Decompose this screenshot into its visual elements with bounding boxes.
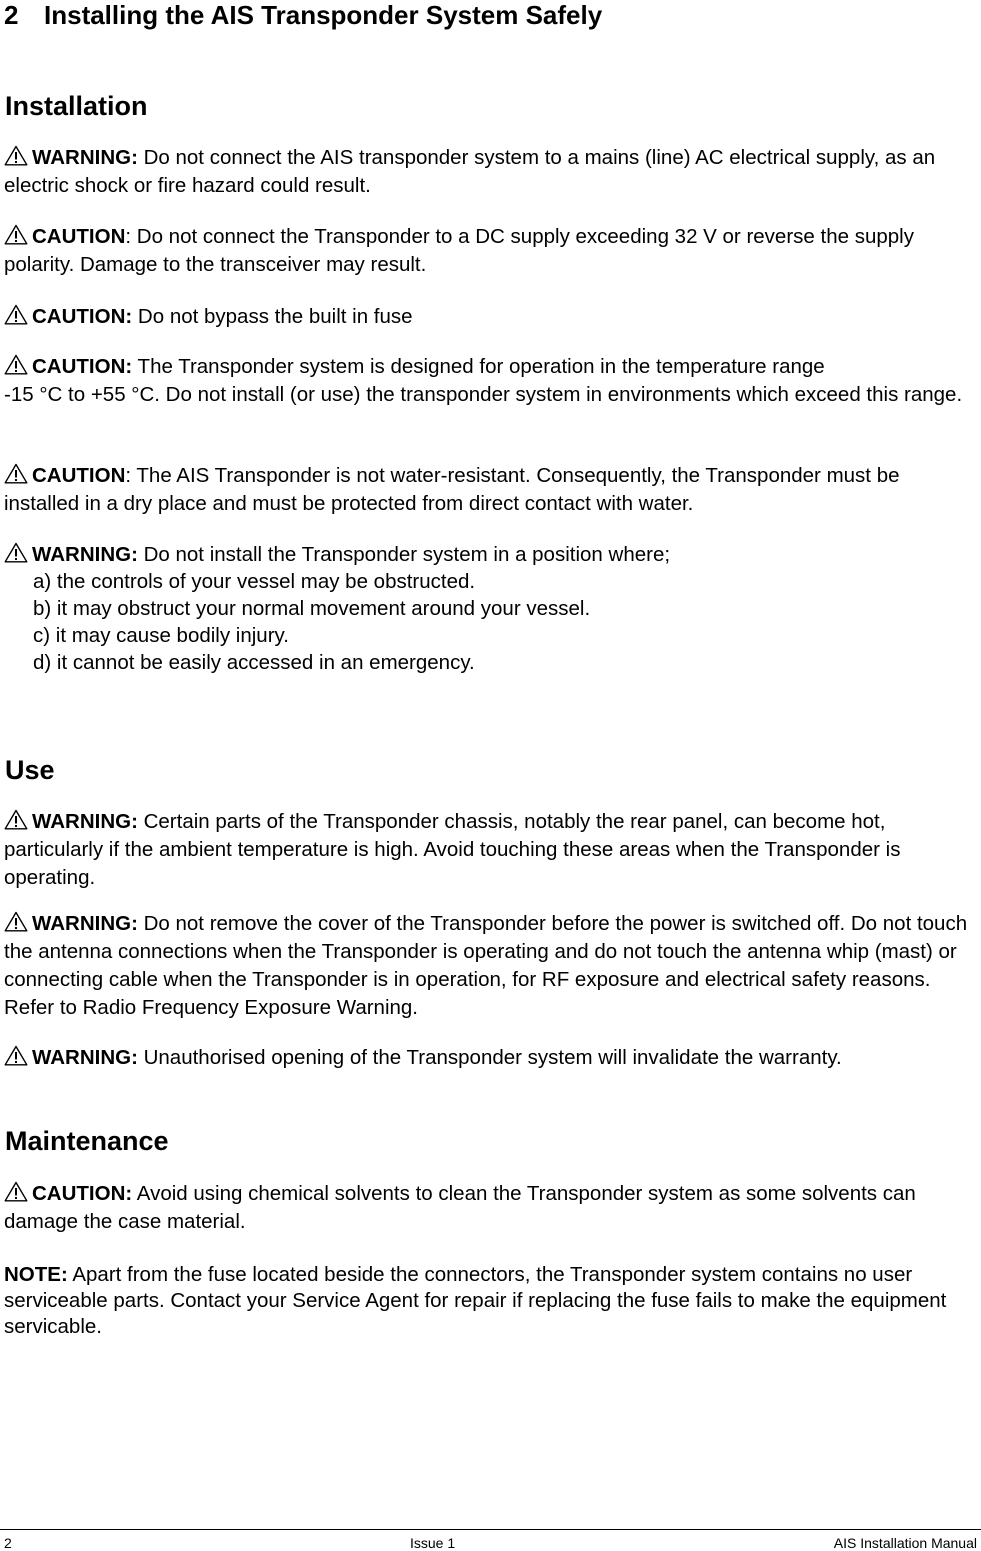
paragraph-text: Unauthorised opening of the Transponder system will invalidate the warranty.: [137, 1046, 842, 1069]
paragraph-label: CAUTION:: [32, 305, 133, 328]
warning-triangle-icon: [4, 1181, 28, 1202]
list-item: a) the controls of your vessel may be obstructed.: [33, 570, 476, 593]
paragraph-label: WARNING:: [32, 912, 138, 935]
section-heading-use: Use: [5, 755, 55, 785]
paragraph-label: WARNING:: [32, 543, 138, 566]
caution-paragraph: [4, 303, 980, 331]
paragraph-text: Apart from the fuse located beside the connectors, the Transponder system contains no user serviceable parts. Contact your Service Agent for repair if replacing the fuse fails to make the equipment servicable.: [4, 1263, 947, 1338]
warning-paragraph: [4, 910, 980, 1022]
paragraph-text: Do not bypass the built in fuse: [132, 305, 413, 328]
warning-triangle-icon: [4, 542, 28, 563]
warning-paragraph: [4, 808, 980, 892]
warning-paragraph: [4, 541, 980, 569]
warning-triangle-icon: [4, 463, 28, 484]
paragraph-text: Avoid using chemical solvents to clean the Transponder system as some solvents can damage the case material.: [4, 1182, 916, 1233]
warning-triangle-icon: [4, 809, 28, 830]
warning-triangle-icon: [4, 354, 28, 375]
list-item: b) it may obstruct your normal movement around your vessel.: [33, 597, 591, 620]
footer-page-number: 2: [4, 1535, 12, 1551]
section-heading-installation: Installation: [5, 91, 148, 121]
warning-paragraph: [4, 1044, 980, 1072]
chapter-heading: [4, 0, 602, 30]
warning-triangle-icon: [4, 304, 28, 325]
section-heading-maintenance: Maintenance: [5, 1126, 169, 1156]
paragraph-text: Do not install the Transponder system in a position where;: [137, 543, 671, 566]
paragraph-label: WARNING:: [32, 810, 138, 833]
paragraph-label: NOTE:: [4, 1263, 68, 1286]
paragraph-label: CAUTION:: [32, 1182, 133, 1205]
footer-divider: [0, 1529, 981, 1530]
warning-triangle-icon: [4, 1045, 28, 1066]
paragraph-label: CAUTION:: [32, 355, 133, 378]
footer-document-title: AIS Installation Manual: [833, 1535, 977, 1551]
caution-paragraph: [4, 462, 980, 518]
footer-issue: Issue 1: [410, 1535, 456, 1551]
paragraph-label: CAUTION: [32, 464, 126, 487]
caution-paragraph: [4, 353, 980, 409]
warning-triangle-icon: [4, 145, 28, 166]
list-item: c) it may cause bodily injury.: [33, 624, 289, 647]
paragraph-text: Do not connect the AIS transponder system to a mains (line) AC electrical supply, as an electric shock or fire hazard could result.: [4, 146, 936, 197]
warning-triangle-icon: [4, 911, 28, 932]
paragraph-label: CAUTION: [32, 225, 126, 248]
paragraph-text: Certain parts of the Transponder chassis, notably the rear panel, can become hot, particularly if the ambient temperature is high. Avoid touching these areas when the Transponder is operating.: [4, 810, 901, 889]
caution-paragraph: [4, 1180, 980, 1236]
list-item: d) it cannot be easily accessed in an emergency.: [33, 651, 475, 674]
paragraph-text: : Do not connect the Transponder to a DC supply exceeding 32 V or reverse the supply polarity. Damage to the transceiver may result.: [4, 225, 914, 276]
paragraph-text: The Transponder system is designed for operation in the temperature range: [132, 355, 825, 378]
note-paragraph: [4, 1262, 980, 1340]
paragraph-label: WARNING:: [32, 146, 138, 169]
caution-paragraph: [4, 223, 980, 279]
paragraph-label: WARNING:: [32, 1046, 138, 1069]
hazard-list: [33, 568, 590, 676]
chapter-number: 2: [4, 0, 19, 30]
paragraph-text: -15 °C to +55 °C. Do not install (or use) the transponder system in environments which exceed this range.: [4, 383, 963, 406]
paragraph-text: Do not remove the cover of the Transponder before the power is switched off. Do not touch the antenna connections when the Transponder is operating and do not touch the antenna whip (mast) or connecting cable when the Transponder is in operation, for RF exposure and electrical safety reasons. Refer to Radio Frequency Exposure Warning.: [4, 912, 968, 1019]
paragraph-text: : The AIS Transponder is not water-resistant. Consequently, the Transponder must be installed in a dry place and must be protected from direct contact with water.: [4, 464, 900, 515]
warning-paragraph: [4, 144, 980, 200]
chapter-title: Installing the AIS Transponder System Safely: [44, 0, 603, 30]
warning-triangle-icon: [4, 224, 28, 245]
